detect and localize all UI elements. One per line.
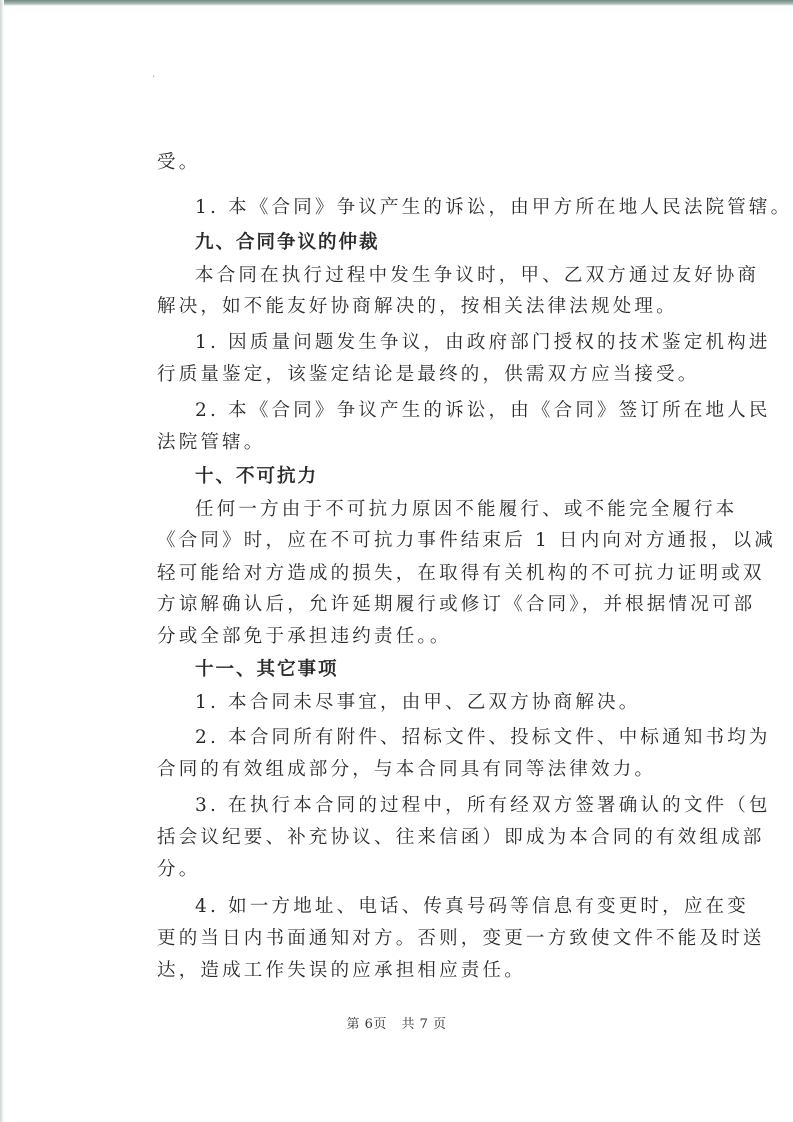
clause-11-item-3-line-2: 括会议纪要、补充协议、往来信函）即成为本合同的有效组成部 — [157, 827, 765, 848]
clause-10-line-1: 任何一方由于不可抗力原因不能履行、或不能完全履行本 — [195, 499, 738, 520]
clause-9-paragraph-line-2: 解决，如不能友好协商解决的，按相关法律法规处理。 — [157, 296, 678, 317]
clause-8-item-1: 1. 本《合同》争议产生的诉讼，由甲方所在地人民法院管辖。 — [195, 197, 793, 218]
clause-10-line-4: 方谅解确认后，允许延期履行或修订《合同》，并根据情况可部 — [157, 594, 756, 615]
clause-10-line-5: 分或全部免于承担违约责任。。 — [157, 626, 452, 647]
scan-left-edge — [0, 0, 4, 1122]
clause-9-item-2-line-1: 2. 本《合同》争议产生的诉讼，由《合同》签订所在地人民 — [195, 400, 771, 421]
clause-10-line-3: 轻可能给对方造成的损失，在取得有关机构的不可抗力证明或双 — [157, 563, 765, 584]
clause-11-item-1: 1. 本合同未尽事宜，由甲、乙双方协商解决。 — [195, 692, 641, 713]
clause-9-item-2-line-2: 法院管辖。 — [157, 432, 266, 453]
scan-speck: · — [152, 72, 156, 83]
page-number: 第 6页 — [346, 1017, 387, 1032]
continued-text-line: 受。 — [157, 152, 201, 173]
clause-11-item-3-line-1: 3. 在执行本合同的过程中，所有经双方签署确认的文件（包 — [195, 795, 771, 816]
clause-9-item-1-line-1: 1. 因质量问题发生争议，由政府部门授权的技术鉴定机构进 — [195, 332, 771, 353]
clause-11-item-4-line-3: 达，造成工作失误的应承担相应责任。 — [157, 960, 526, 981]
scan-top-edge — [0, 0, 793, 6]
clause-11-item-3-line-3: 分。 — [157, 859, 201, 880]
clause-9-paragraph-line-1: 本合同在执行过程中发生争议时，甲、乙双方通过友好协商 — [195, 265, 760, 286]
clause-11-item-4-line-2: 更的当日内书面通知对方。否则，变更一方致使文件不能及时送 — [157, 928, 765, 949]
clause-11-item-4-line-1: 4. 如一方地址、电话、传真号码等信息有变更时，应在变 — [195, 896, 749, 917]
clause-10-line-2: 《合同》时，应在不可抗力事件结束后 1 日内向对方通报，以减 — [157, 530, 777, 551]
page-footer — [0, 1013, 793, 1032]
clause-11-item-2-line-1: 2. 本合同所有附件、招标文件、投标文件、中标通知书均为 — [195, 727, 771, 748]
clause-11-item-2-line-2: 合同的有效组成部分，与本合同具有同等法律效力。 — [157, 759, 657, 780]
clause-9-item-1-line-2: 行质量鉴定，该鉴定结论是最终的，供需双方应当接受。 — [157, 364, 700, 385]
section-heading-9: 九、合同争议的仲裁 — [195, 232, 380, 253]
page-total: 共 7 页 — [401, 1017, 447, 1032]
section-heading-10: 十、不可抗力 — [195, 466, 319, 487]
section-heading-11: 十一、其它事项 — [195, 659, 339, 680]
